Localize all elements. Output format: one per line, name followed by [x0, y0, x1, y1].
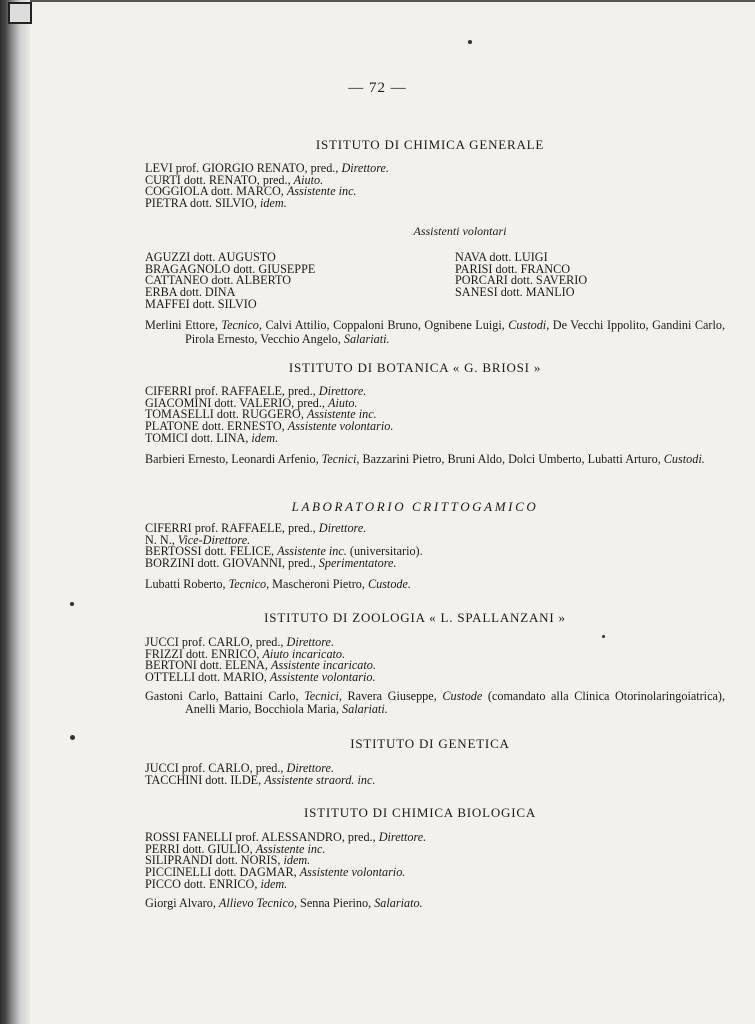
staff-role: Assistente straord. inc. — [264, 772, 376, 787]
staff-name: BERTOSSI dott. FELICE, — [145, 544, 278, 559]
role-run: Salariato. — [374, 895, 423, 910]
section-chimica-generale — [145, 137, 725, 346]
staff-role: Direttore. — [341, 161, 389, 175]
volunteer-entry: ERBA dott. DINA — [145, 284, 236, 299]
scan-speck — [602, 635, 605, 638]
staff-role: idem. — [283, 853, 311, 868]
role-run: Tecnici, — [304, 688, 342, 703]
staff-role: Direttore. — [286, 761, 335, 775]
role-run: Tecnico, — [221, 318, 262, 333]
staff-list — [145, 832, 685, 891]
staff-name: TOMICI dott. LINA, — [145, 430, 252, 445]
staff-list — [145, 163, 685, 210]
volunteer-entry: PARISI dott. FRANCO — [455, 261, 571, 276]
text-run: Lubatti Roberto, — [145, 576, 229, 591]
role-run: Allievo Tecnico, — [218, 895, 297, 910]
technical-staff-paragraph — [145, 690, 725, 717]
staff-name: TACCHINI dott. ILDE, — [145, 772, 265, 787]
technical-staff-paragraph — [145, 578, 725, 592]
volunteer-columns — [145, 249, 685, 311]
staff-name: JUCCI prof. CARLO, pred., — [145, 761, 287, 775]
staff-role: Direttore. — [318, 521, 367, 535]
staff-entry — [145, 198, 685, 210]
text-run: Ravera Giuseppe, — [341, 688, 443, 703]
staff-role: Assistente inc. — [255, 841, 326, 856]
scan-speck — [70, 602, 74, 606]
text-run: Barbieri Ernesto, Leonardi Arfenio, — [145, 451, 322, 466]
staff-role: Assistente volontario. — [269, 670, 376, 685]
section-botanica — [145, 360, 705, 466]
staff-list — [145, 637, 685, 684]
staff-entry — [145, 876, 685, 891]
volunteer-column-right — [455, 249, 685, 311]
staff-name: JUCCI prof. CARLO, pred., — [145, 635, 287, 649]
staff-name: GIACOMINI dott. VALERIO, pred., — [145, 395, 329, 410]
staff-role: Direttore. — [378, 830, 427, 844]
staff-name: OTTELLI dott. MARIO, — [145, 670, 270, 685]
staff-role: Aiuto. — [293, 172, 324, 187]
volunteer-entry: CATTANEO dott. ALBERTO — [145, 273, 292, 288]
staff-name: PLATONE dott. ERNESTO, — [145, 419, 288, 434]
volunteer-entry: NAVA dott. LUIGI — [455, 249, 548, 264]
text-run: (comandato alla Clinica Otorinolaringoiatrica), Anelli Mario, Bocchiola Maria, — [185, 688, 725, 717]
section-heading: LABORATORIO CRITTOGAMICO — [291, 499, 539, 514]
staff-name: SILIPRANDI dott. NORIS, — [145, 853, 284, 868]
staff-name: PERRI dott. GIULIO, — [145, 841, 256, 856]
staff-list — [145, 763, 685, 786]
staff-name: N. N., — [145, 532, 178, 547]
text-run: Senna Pierino, — [297, 895, 375, 910]
volunteer-entry: SANESI dott. MANLIO — [455, 284, 575, 299]
section-zoologia — [145, 610, 725, 717]
volunteer-entry: AGUZZI dott. AUGUSTO — [145, 249, 276, 264]
staff-entry — [145, 772, 685, 787]
staff-entry — [145, 430, 685, 445]
role-run: Tecnici, — [321, 451, 360, 466]
staff-role: Assistente volontario. — [287, 419, 394, 434]
text-run: De Vecchi Ippolito, Gandini Carlo, Pirola Ernesto, Vecchio Angelo, — [185, 318, 725, 346]
volunteer-entry: BRAGAGNOLO dott. GIUSEPPE — [145, 261, 316, 276]
role-run: Custode — [442, 688, 483, 703]
section-crittogamico — [145, 499, 685, 591]
staff-name: PIETRA dott. SILVIO, — [145, 196, 260, 211]
role-run: Custode. — [367, 576, 411, 591]
text-run: Calvi Attilio, Coppaloni Bruno, Ognibene Luigi, — [261, 318, 509, 333]
staff-role: Direttore. — [286, 635, 335, 649]
text-run: Mascheroni Pietro, — [269, 576, 368, 591]
staff-name: PICCINELLI dott. DAGMAR, — [145, 865, 300, 880]
staff-role: Assistente inc. — [286, 184, 357, 199]
staff-entry — [145, 558, 685, 570]
role-run: Custodi, — [508, 318, 550, 333]
staff-name: CURTI dott. RENATO, pred., — [145, 172, 294, 187]
staff-list — [145, 386, 685, 445]
staff-name: ROSSI FANELLI prof. ALESSANDRO, pred., — [145, 830, 379, 844]
volunteer-entry: MAFFEI dott. SILVIO — [145, 296, 257, 311]
section-heading: ISTITUTO DI BOTANICA « G. BRIOSI » — [288, 360, 542, 375]
text-run: Bazzarini Pietro, Bruni Aldo, Dolci Umberto, Lubatti Arturo, — [359, 451, 664, 466]
staff-name: PICCO dott. ENRICO, — [145, 876, 261, 891]
staff-role: Assistente volontario. — [299, 865, 406, 880]
technical-staff-paragraph — [145, 453, 725, 467]
staff-role: Sperimentatore. — [318, 556, 397, 571]
staff-role: Direttore. — [318, 384, 367, 398]
staff-name: FRIZZI dott. ENRICO, — [145, 646, 263, 661]
section-chimica-biologica — [145, 805, 685, 910]
text-run: Gastoni Carlo, Battaini Carlo, — [145, 688, 305, 703]
section-heading: ISTITUTO DI ZOOLOGIA « L. SPALLANZANI » — [264, 610, 566, 625]
staff-name: CIFERRI prof. RAFFAELE, pred., — [145, 521, 319, 535]
staff-role: Vice-Direttore. — [177, 532, 251, 547]
staff-role: Assistente inc. — [306, 407, 377, 422]
staff-role: Assistente incaricato. — [271, 658, 376, 673]
subheading-assistenti-volontari: Assistenti volontari — [413, 223, 507, 238]
scan-speck — [468, 40, 472, 44]
section-heading: ISTITUTO DI CHIMICA BIOLOGICA — [303, 805, 537, 820]
role-run: Salariati. — [343, 331, 390, 346]
text-run: Merlini Ettore, — [145, 318, 222, 333]
section-genetica — [145, 736, 685, 786]
staff-name: BORZINI dott. GIOVANNI, pred., — [145, 556, 319, 571]
staff-role: Assistente inc. — [277, 544, 347, 559]
staff-entry — [145, 672, 685, 684]
staff-role: idem. — [260, 876, 288, 891]
staff-role: Aiuto incaricato. — [262, 646, 346, 661]
text-run: Giorgi Alvaro, — [145, 895, 219, 910]
staff-name: TOMASELLI dott. RUGGERO, — [145, 407, 307, 422]
section-heading: ISTITUTO DI GENETICA — [350, 736, 510, 751]
staff-note: (universitario). — [346, 544, 423, 559]
technical-staff-paragraph — [145, 319, 725, 346]
volunteer-entry: PORCARI dott. SAVERIO — [455, 273, 588, 288]
scan-speck — [70, 735, 75, 740]
staff-name: LEVI prof. GIORGIO RENATO, pred., — [145, 161, 342, 175]
staff-role: Aiuto. — [328, 395, 358, 410]
staff-name: BERTONI dott. ELENA, — [145, 658, 271, 673]
staff-name: COGGIOLA dott. MARCO, — [145, 184, 287, 199]
role-run: Custodi. — [663, 451, 705, 466]
staff-list — [145, 523, 685, 570]
section-heading: ISTITUTO DI CHIMICA GENERALE — [315, 137, 545, 152]
staff-role: idem. — [260, 196, 287, 211]
role-run: Tecnico, — [228, 576, 270, 591]
technical-staff-paragraph — [145, 897, 725, 911]
staff-role: idem. — [251, 430, 279, 445]
page-number: — 72 — — [348, 80, 407, 96]
volunteer-column-left — [145, 249, 455, 311]
staff-name: CIFERRI prof. RAFFAELE, pred., — [145, 384, 319, 398]
role-run: Salariati. — [342, 702, 388, 717]
